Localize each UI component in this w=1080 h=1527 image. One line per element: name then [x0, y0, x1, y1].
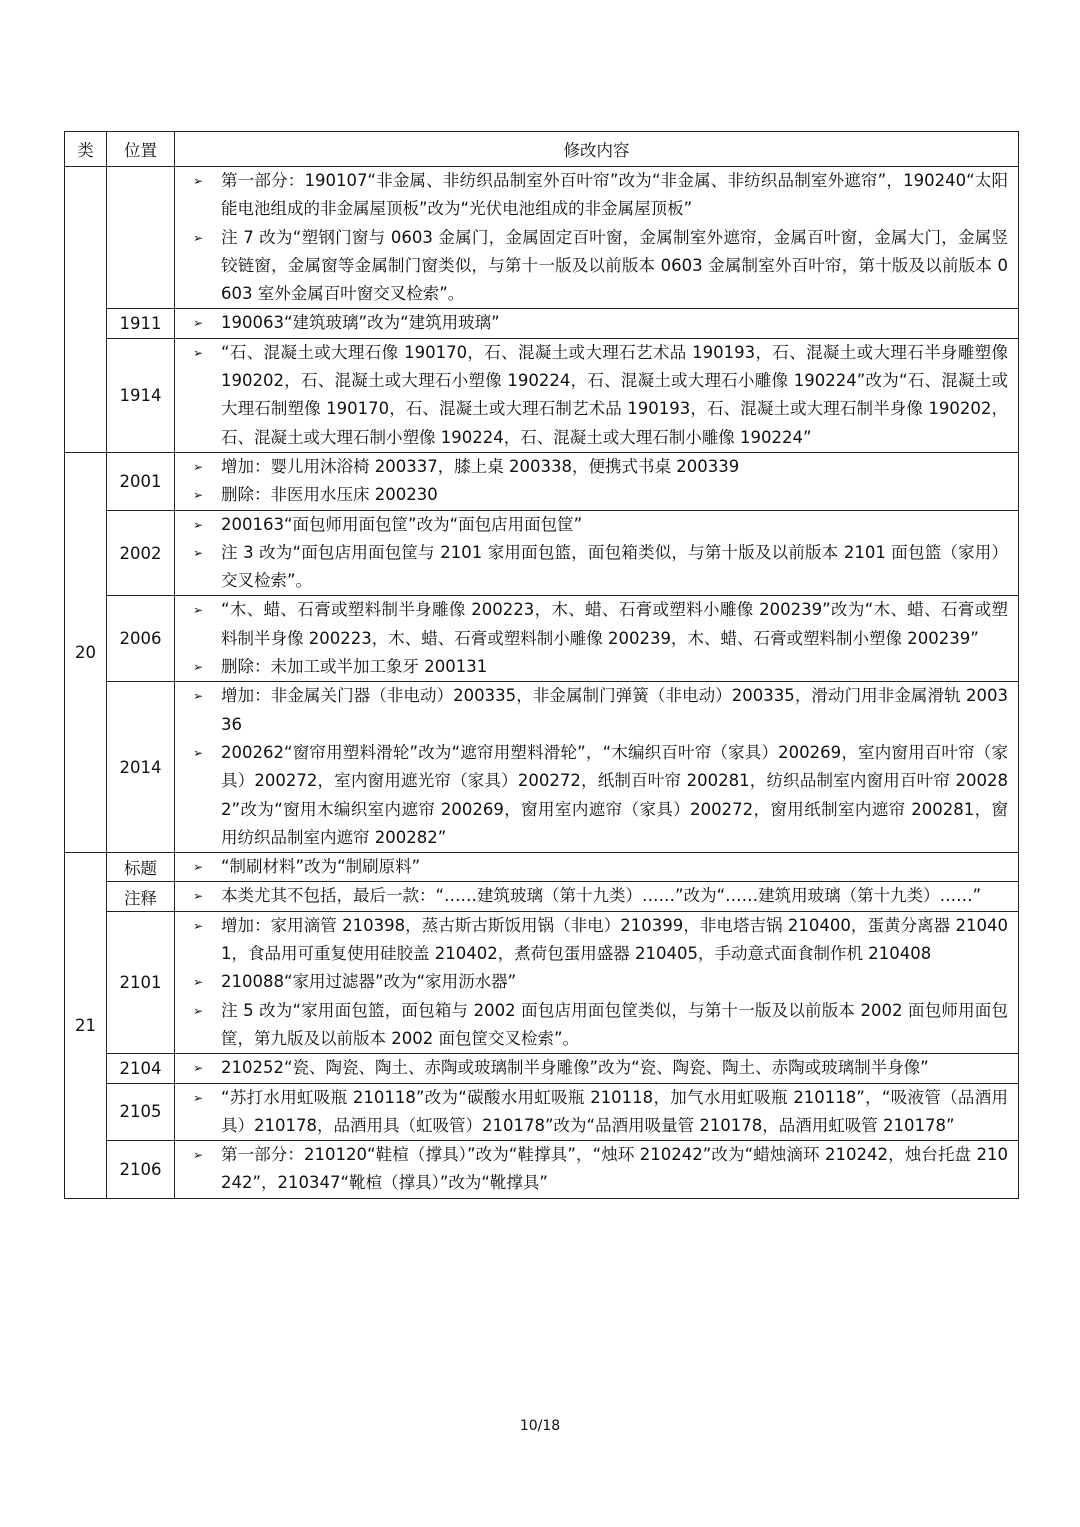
position-cell: 2101: [107, 911, 175, 1053]
change-text: “苏打水用虹吸瓶 210118”改为“碳酸水用虹吸瓶 210118，加气水用虹吸瓶 210118”，“吸液管（品酒用具）210178，品酒用具（虹吸管）210178”改为“品酒用吸量管 210178，品酒用虹吸管 210178”: [221, 1087, 1008, 1135]
table-row: [65, 911, 1019, 1053]
table-row: [65, 853, 1019, 882]
arrow-bullet-icon: ➢: [192, 174, 204, 188]
table-row: [65, 682, 1019, 853]
change-list: [175, 1054, 1018, 1082]
table-body: [65, 167, 1019, 1199]
change-text: 210252“瓷、陶瓷、陶土、赤陶或玻璃制半身雕像”改为“瓷、陶瓷、陶土、赤陶或玻璃制半身像”: [221, 1058, 929, 1078]
position-cell: 注释: [107, 882, 175, 911]
table-row: [65, 596, 1019, 682]
change-item: [175, 739, 1018, 852]
change-list: [175, 339, 1018, 452]
change-list: [175, 596, 1018, 681]
position-cell: 2104: [107, 1054, 175, 1083]
change-item: [175, 309, 1018, 337]
arrow-bullet-icon: ➢: [192, 1061, 204, 1076]
content-cell: [175, 882, 1019, 911]
change-text: 210088“家用过滤器”改为“家用沥水器”: [221, 972, 517, 992]
change-text: 删除：未加工或半加工象牙 200131: [221, 657, 488, 677]
arrow-bullet-icon: ➢: [192, 1148, 204, 1163]
class-cell: [65, 167, 107, 453]
page-number: 10/18: [519, 1418, 561, 1434]
class-cell: 20: [65, 452, 107, 852]
change-text: 注 5 改为“家用面包篮，面包箱与 2002 面包店用面包筐类似，与第十一版及以前版本 2002 面包师用面包筐，第九版及以前版本 2002 面包筐交叉检索”。: [221, 1000, 1008, 1048]
content-cell: [175, 1054, 1019, 1083]
table-row: [65, 167, 1019, 309]
change-list: [175, 511, 1018, 596]
change-text: 删除：非医用水压床 200230: [221, 485, 438, 505]
content-cell: [175, 452, 1019, 510]
arrow-bullet-icon: ➢: [192, 918, 204, 933]
content-cell: [175, 853, 1019, 882]
change-text: 增加：家用滴管 210398，蒸古斯古斯饭用锅（非电）210399，非电塔吉锅 210400，蛋黄分离器 210401，食品用可重复使用硅胶盖 210402，煮荷包蛋用盛器 210405，手动意式面食制作机 210408: [221, 915, 1008, 964]
change-item: [175, 224, 1018, 309]
header-class: 类: [65, 132, 107, 167]
content-cell: [175, 596, 1019, 682]
position-cell: 2001: [107, 452, 175, 510]
position-cell: 2006: [107, 596, 175, 682]
content-cell: [175, 911, 1019, 1053]
arrow-bullet-icon: ➢: [192, 745, 204, 760]
position-cell: 2106: [107, 1141, 175, 1199]
change-list: [175, 1084, 1018, 1141]
change-text: 注 7 改为“塑钢门窗与 0603 金属门，金属固定百叶窗，金属制室外遮帘，金属百叶窗，金属大门，金属竖铰链窗，金属窗等金属制门窗类似，与第十一版及以前版本 0603 金属制室外百叶帘，第十版及以前版本 0603 室外金属百叶窗交叉检索”。: [221, 227, 1008, 304]
position-cell: 2002: [107, 510, 175, 596]
arrow-bullet-icon: ➢: [192, 345, 204, 360]
content-cell: [175, 682, 1019, 853]
change-item: [175, 912, 1018, 969]
change-item: [175, 481, 1018, 509]
change-item: [175, 596, 1018, 653]
arrow-bullet-icon: ➢: [192, 517, 204, 532]
change-item: [175, 1141, 1018, 1198]
table-row: [65, 452, 1019, 510]
change-item: [175, 453, 1018, 481]
change-text: 第一部分：210120“鞋楦（撑具）”改为“鞋撑具”，“烛环 210242”改为“蜡烛滴环 210242，烛台托盘 210242”，210347“靴楦（撑具）”改为“靴撑具”: [221, 1145, 1008, 1193]
table-row: [65, 1083, 1019, 1141]
arrow-bullet-icon: ➢: [192, 889, 204, 904]
change-text: “制刷材料”改为“制刷原料”: [221, 857, 421, 877]
change-text: 第一部分：190107“非金属、非纺织品制室外百叶帘”改为“非金属、非纺织品制室外遮帘”，190240“太阳能电池组成的非金属屋顶板”改为“光伏电池组成的非金属屋顶板”: [221, 171, 1008, 219]
change-list: [175, 1141, 1018, 1198]
change-item: [175, 882, 1018, 910]
table-row: [65, 1054, 1019, 1083]
position-cell: [107, 167, 175, 309]
arrow-bullet-icon: ➢: [192, 316, 204, 331]
change-item: [175, 339, 1018, 452]
change-list: [175, 453, 1018, 510]
change-list: [175, 912, 1018, 1053]
arrow-bullet-icon: ➢: [192, 459, 204, 474]
change-item: [175, 682, 1018, 739]
arrow-bullet-icon: ➢: [192, 689, 204, 704]
content-cell: [175, 1083, 1019, 1141]
change-text: 190063“建筑玻璃”改为“建筑用玻璃”: [221, 313, 500, 333]
table-row: [65, 510, 1019, 596]
arrow-bullet-icon: ➢: [192, 1003, 204, 1018]
arrow-bullet-icon: ➢: [192, 488, 204, 503]
arrow-bullet-icon: ➢: [192, 1090, 204, 1105]
position-cell: 标题: [107, 853, 175, 882]
position-cell: 2105: [107, 1083, 175, 1141]
position-cell: 2014: [107, 682, 175, 853]
arrow-bullet-icon: ➢: [192, 545, 204, 560]
content-cell: [175, 1141, 1019, 1199]
table-row: [65, 882, 1019, 911]
change-list: [175, 309, 1018, 337]
change-text: “木、蜡、石膏或塑料制半身雕像 200223，木、蜡、石膏或塑料小雕像 200239”改为“木、蜡、石膏或塑料制半身像 200223，木、蜡、石膏或塑料制小雕像 200239，木、蜡、石膏或塑料制小塑像 200239”: [221, 600, 1008, 648]
change-item: [175, 167, 1018, 224]
change-item: [175, 968, 1018, 996]
class-cell: 21: [65, 853, 107, 1199]
change-list: [175, 682, 1018, 852]
change-text: 注 3 改为“面包店用面包筐与 2101 家用面包篮，面包箱类似，与第十版及以前版本 2101 面包篮（家用）交叉检索”。: [221, 542, 1008, 591]
change-item: [175, 853, 1018, 881]
revision-table: [64, 131, 1019, 1199]
table-row: [65, 338, 1019, 452]
table-header-row: [65, 132, 1019, 167]
content-cell: [175, 510, 1019, 596]
change-text: 200262“窗帘用塑料滑轮”改为“遮帘用塑料滑轮”，“木编织百叶帘（家具）200269，室内窗用百叶帘（家具）200272，室内窗用遮光帘（家具）200272，纸制百叶帘 200281，纺织品制室内窗用百叶帘 200282”改为“窗用木编织室内遮帘 200269，窗用室内遮帘（家具）200272，窗用纸制室内遮帘 200281，窗用纺织品制室内遮帘 200282”: [221, 742, 1008, 847]
change-item: [175, 539, 1018, 596]
arrow-bullet-icon: ➢: [192, 660, 204, 675]
change-list: [175, 853, 1018, 881]
change-item: [175, 1084, 1018, 1141]
content-cell: [175, 309, 1019, 338]
arrow-bullet-icon: ➢: [192, 860, 204, 875]
arrow-bullet-icon: ➢: [192, 603, 204, 618]
arrow-bullet-icon: ➢: [192, 230, 204, 245]
change-list: [175, 882, 1018, 910]
arrow-bullet-icon: ➢: [192, 975, 204, 990]
change-text: 增加：婴儿用沐浴椅 200337，膝上桌 200338，便携式书桌 200339: [221, 456, 740, 476]
change-text: 200163“面包师用面包筐”改为“面包店用面包筐”: [221, 514, 583, 534]
header-position: 位置: [107, 132, 175, 167]
content-cell: [175, 338, 1019, 452]
change-list: [175, 167, 1018, 308]
table-row: [65, 309, 1019, 338]
content-cell: [175, 167, 1019, 309]
change-text: 增加：非金属关门器（非电动）200335，非金属制门弹簧（非电动）200335，滑动门用非金属滑轨 200336: [221, 686, 1008, 734]
position-cell: 1911: [107, 309, 175, 338]
change-item: [175, 1054, 1018, 1082]
position-cell: 1914: [107, 338, 175, 452]
change-item: [175, 997, 1018, 1054]
header-content: 修改内容: [175, 132, 1019, 167]
change-text: 本类尤其不包括，最后一款：“……建筑玻璃（第十九类）……”改为“……建筑用玻璃（第十九类）……”: [221, 886, 982, 906]
change-item: [175, 511, 1018, 539]
table-row: [65, 1141, 1019, 1199]
change-text: “石、混凝土或大理石像 190170，石、混凝土或大理石艺术品 190193，石、混凝土或大理石半身雕塑像 190202，石、混凝土或大理石小塑像 190224，石、混凝土或大理石小雕像 190224”改为“石、混凝土或大理石制塑像 190170，石、混凝土或大理石制艺术品 190193，石、混凝土或大理石制半身像 190202，石、混凝土或大理石制小塑像 190224，石、混凝土或大理石制小雕像 190224”: [221, 342, 1008, 447]
change-item: [175, 653, 1018, 681]
